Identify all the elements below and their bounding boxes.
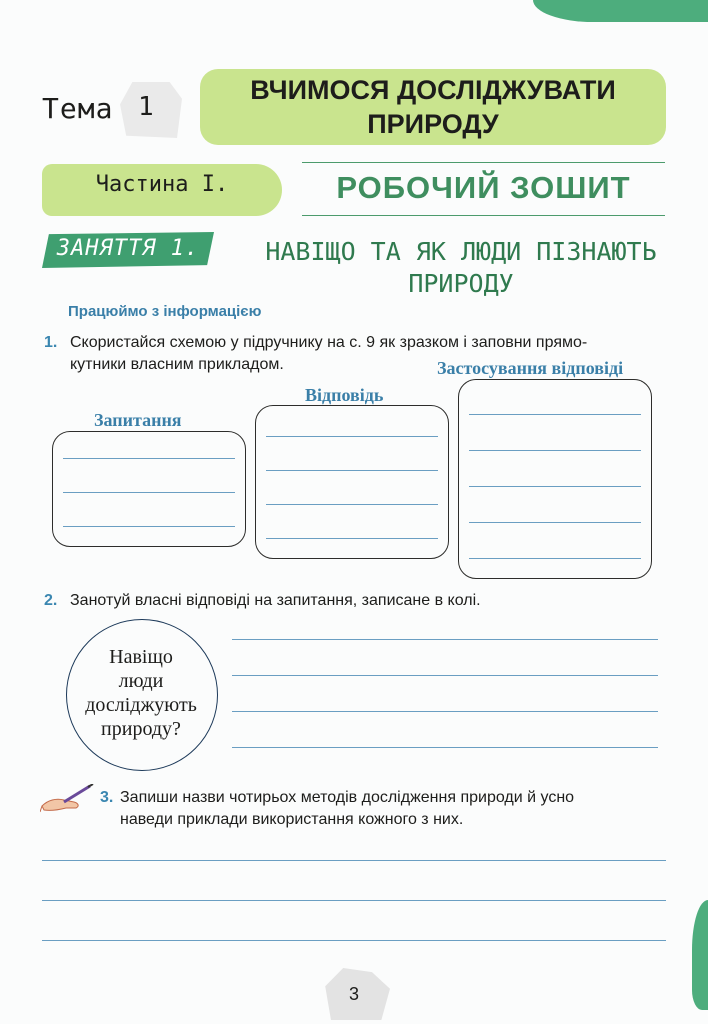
question-box-line xyxy=(63,492,235,493)
task1-line1: Скористайся схемою у підручнику на с. 9 як зразком і заповни прямо- xyxy=(70,334,588,351)
lesson-label: ЗАНЯТТЯ 1. xyxy=(56,236,200,261)
question-box[interactable] xyxy=(52,431,246,547)
answer-line[interactable] xyxy=(42,900,666,901)
circle-line: люди xyxy=(118,670,164,692)
question-box-line xyxy=(63,458,235,459)
task3-line2: наведи приклади використання кожного з них. xyxy=(120,811,464,828)
task1-number: 1. xyxy=(44,334,58,351)
circle-line: досліджують xyxy=(85,694,197,716)
application-box-line xyxy=(469,414,641,415)
task2-text: Занотуй власні відповіді на запитання, записане в колі. xyxy=(70,592,481,609)
answer-box-line xyxy=(266,538,438,539)
workbook-rule-bottom xyxy=(302,215,665,216)
lesson-title-line2: ПРИРОДУ xyxy=(408,269,514,298)
application-label: Застосування відповіді xyxy=(437,358,624,378)
corner-decoration xyxy=(533,0,708,22)
tema-number: 1 xyxy=(138,92,154,122)
lesson-title xyxy=(256,236,666,300)
answer-line[interactable] xyxy=(42,860,666,861)
tema-label: Тема xyxy=(42,92,114,125)
answer-line[interactable] xyxy=(232,711,658,712)
circle-line: природу? xyxy=(101,718,181,740)
page-number: 3 xyxy=(348,984,359,1004)
part-label: Частина І. xyxy=(95,172,229,197)
task3-line1: Запиши назви чотирьох методів дослідження природи й усно xyxy=(120,789,575,806)
topic-title-line2: ПРИРОДУ xyxy=(367,109,499,139)
application-box-line xyxy=(469,558,641,559)
answer-box-line xyxy=(266,470,438,471)
answer-line[interactable] xyxy=(232,639,658,640)
application-box[interactable] xyxy=(458,379,652,579)
answer-box[interactable] xyxy=(255,405,449,559)
circle-question xyxy=(66,645,216,741)
topic-title xyxy=(200,73,666,141)
answer-box-line xyxy=(266,436,438,437)
answer-line[interactable] xyxy=(42,940,666,941)
workbook-rule-top xyxy=(302,162,665,163)
application-box-line xyxy=(469,522,641,523)
question-label: Запитання xyxy=(94,410,182,430)
workbook-title: РОБОЧИЙ ЗОШИТ xyxy=(336,170,631,205)
side-decoration xyxy=(692,900,708,1010)
lesson-title-line1: НАВІЩО ТА ЯК ЛЮДИ ПІЗНАЮТЬ xyxy=(265,237,657,266)
answer-box-line xyxy=(266,504,438,505)
task3-text xyxy=(120,787,668,831)
writing-hand-icon xyxy=(40,784,94,814)
question-box-line xyxy=(63,526,235,527)
answer-line[interactable] xyxy=(232,747,658,748)
application-box-line xyxy=(469,450,641,451)
section-heading: Працюймо з інформацією xyxy=(68,303,262,320)
circle-line: Навіщо xyxy=(109,646,173,668)
task1-line2: кутники власним прикладом. xyxy=(70,356,284,373)
application-box-line xyxy=(469,486,641,487)
task3-number: 3. xyxy=(100,789,114,806)
answer-line[interactable] xyxy=(232,675,658,676)
topic-title-line1: ВЧИМОСЯ ДОСЛІДЖУВАТИ xyxy=(250,75,616,105)
answer-label: Відповідь xyxy=(305,385,384,405)
task2-number: 2. xyxy=(44,592,58,609)
